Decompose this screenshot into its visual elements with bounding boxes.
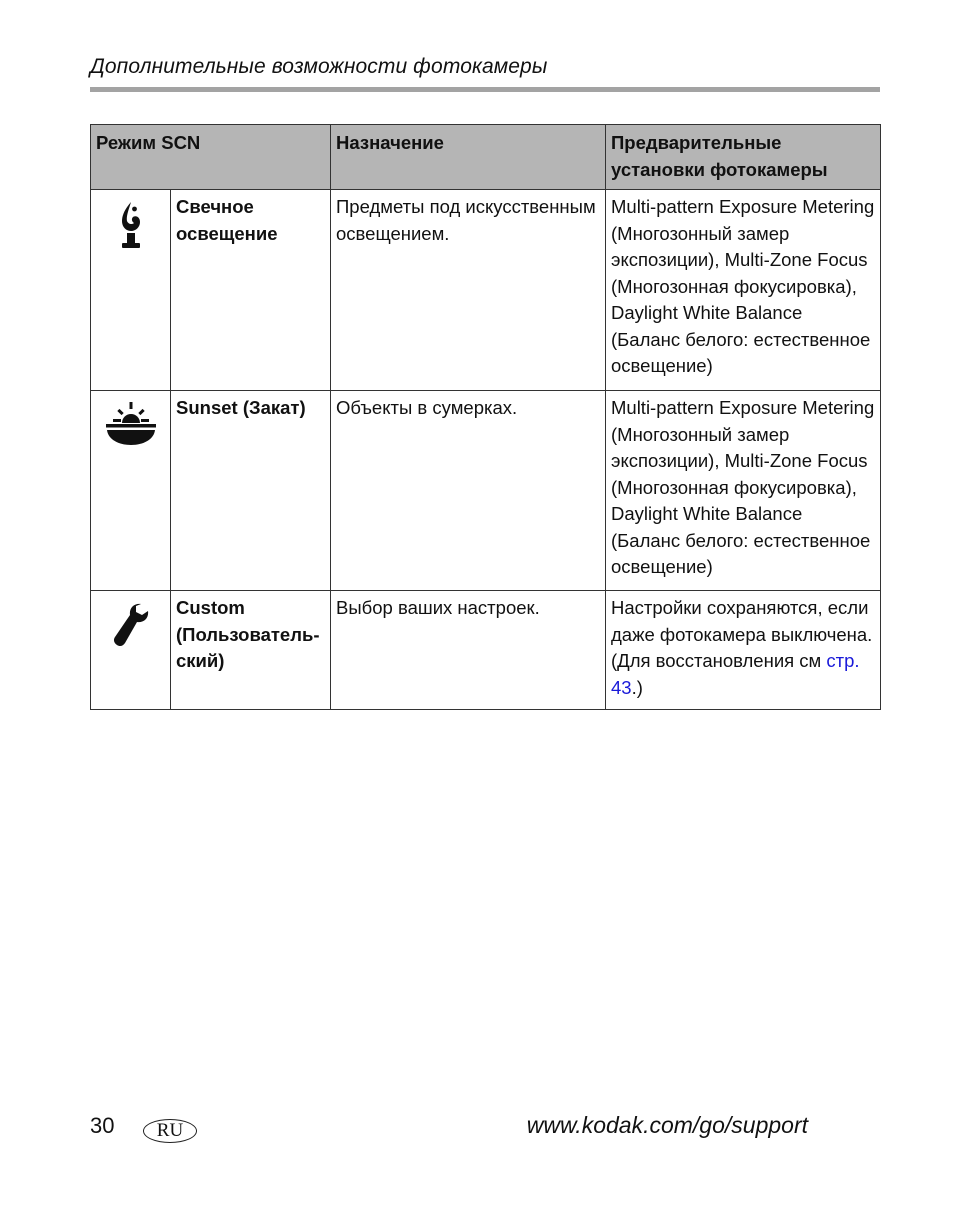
mode-settings [606, 591, 881, 710]
wrench-icon [111, 632, 151, 653]
table-row [91, 190, 881, 391]
page-header-title: Дополнительные возможности фотокамеры [90, 55, 548, 78]
table-row [91, 391, 881, 591]
scn-modes-table [90, 124, 881, 710]
column-header-purpose: Назначение [331, 125, 606, 190]
header-divider [90, 87, 880, 92]
mode-name: Свечное освещение [171, 190, 331, 391]
candle-icon [118, 233, 144, 254]
mode-purpose: Предметы под искусственным освещением. [331, 190, 606, 391]
support-url: www.kodak.com/go/support [526, 1112, 808, 1138]
mode-name: Sunset (Закат) [171, 391, 331, 591]
language-badge: RU [143, 1119, 197, 1143]
settings-text-end: .) [631, 676, 643, 698]
mode-icon-cell [91, 190, 171, 391]
mode-purpose: Объекты в сумерках. [331, 391, 606, 591]
table-header-row [91, 125, 881, 190]
column-header-scn-mode: Режим SCN [91, 125, 331, 190]
page-number: 30 [90, 1113, 115, 1138]
mode-purpose: Выбор ваших настроек. [331, 591, 606, 710]
mode-icon-cell [91, 591, 171, 710]
mode-settings: Multi-pattern Exposure Metering (Многозонный замер экспозиции), Multi-Zone Focus (Многозонная фокусировка), Daylight White Balance (Баланс белого: естественное освещение) [606, 391, 881, 591]
column-header-presets: Предварительные установки фотокамеры [606, 125, 881, 190]
settings-text: Настройки сохраняются, если даже фотокамера выключена. (Для восстановления см [611, 597, 873, 671]
page-reference-link[interactable]: стр. 43 [611, 650, 860, 698]
mode-icon-cell [91, 391, 171, 591]
mode-settings: Multi-pattern Exposure Metering (Многозонный замер экспозиции), Multi-Zone Focus (Многозонная фокусировка), Daylight White Balance (Баланс белого: естественное освещение) [606, 190, 881, 391]
sunset-icon [103, 430, 159, 451]
table-row [91, 591, 881, 710]
mode-name: Custom (Пользователь-ский) [171, 591, 331, 710]
